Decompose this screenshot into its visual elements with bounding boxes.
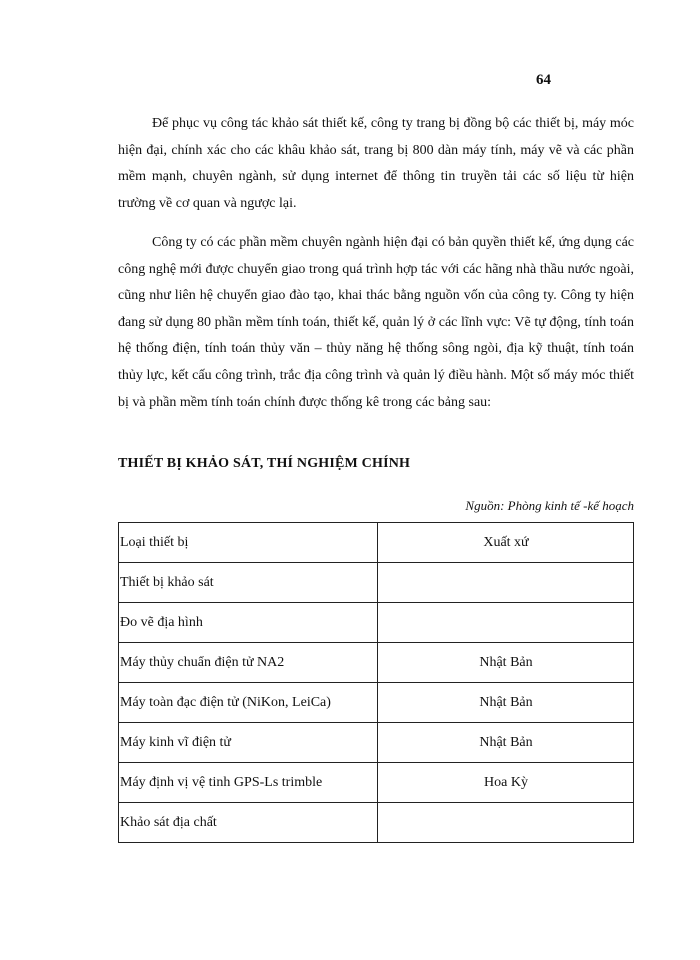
table-row	[119, 603, 634, 643]
paragraph-software: Công ty có các phần mềm chuyên ngành hiện đại có bản quyền thiết kế, ứng dụng các công nghệ mới được chuyển giao trong quá trình hợp tác với các hãng nhà thầu nước ngoài, cũng như liên hệ chuyển giao đào tạo, khai thác bằng nguồn vốn của công ty. Công ty hiện đang sử dụng 80 phần mềm tính toán, thiết kế, quản lý ở các lĩnh vực: Vẽ tự động, tính toán hệ thống điện, tính toán thủy văn – thủy năng hệ thống sông ngòi, địa kỹ thuật, tính toán thủy lực, kết cấu công trình, trắc địa công trình và quản lý điều hành. Một số máy móc thiết bị và phần mềm tính toán chính được thống kê trong các bảng sau:	[118, 235, 634, 410]
equipment-cell: Máy kinh vĩ điện tử	[119, 723, 378, 763]
table-row	[119, 683, 634, 723]
paragraph-equipment-intro: Để phục vụ công tác khảo sát thiết kế, công ty trang bị đồng bộ các thiết bị, máy móc hiện đại, chính xác cho các khâu khảo sát, trang bị 800 dàn máy tính, máy vẽ và các phần mềm mạnh, chuyên ngành, sử dụng internet để thông tin truyền tải các số liệu từ hiện trường về cơ quan và ngược lại.	[118, 116, 634, 211]
table-row	[119, 563, 634, 603]
table-row	[119, 803, 634, 843]
equipment-cell: Máy định vị vệ tinh GPS-Ls trimble	[119, 763, 378, 803]
equipment-table	[118, 522, 634, 843]
origin-cell	[378, 563, 634, 603]
table-row	[119, 763, 634, 803]
origin-cell	[378, 803, 634, 843]
table-row	[119, 643, 634, 683]
origin-cell	[378, 603, 634, 643]
section-heading: THIẾT BỊ KHẢO SÁT, THÍ NGHIỆM CHÍNH	[118, 456, 411, 471]
equipment-cell: Máy toàn đạc điện tử (NiKon, LeiCa)	[119, 683, 378, 723]
origin-cell: Nhật Bản	[378, 643, 634, 683]
header-cell-origin: Xuất xứ	[378, 523, 634, 563]
source-note: Nguồn: Phòng kinh tế -kế hoạch	[465, 498, 634, 513]
equipment-cell: Máy thủy chuẩn điện tử NA2	[119, 643, 378, 683]
equipment-cell: Khảo sát địa chất	[119, 803, 378, 843]
equipment-cell: Thiết bị khảo sát	[119, 563, 378, 603]
origin-cell: Nhật Bản	[378, 723, 634, 763]
table-header-row	[119, 523, 634, 563]
origin-cell: Hoa Kỳ	[378, 763, 634, 803]
page-number: 64	[536, 72, 551, 88]
table-row	[119, 723, 634, 763]
header-cell-equipment-type: Loại thiết bị	[119, 523, 378, 563]
origin-cell: Nhật Bản	[378, 683, 634, 723]
equipment-cell: Đo vẽ địa hình	[119, 603, 378, 643]
